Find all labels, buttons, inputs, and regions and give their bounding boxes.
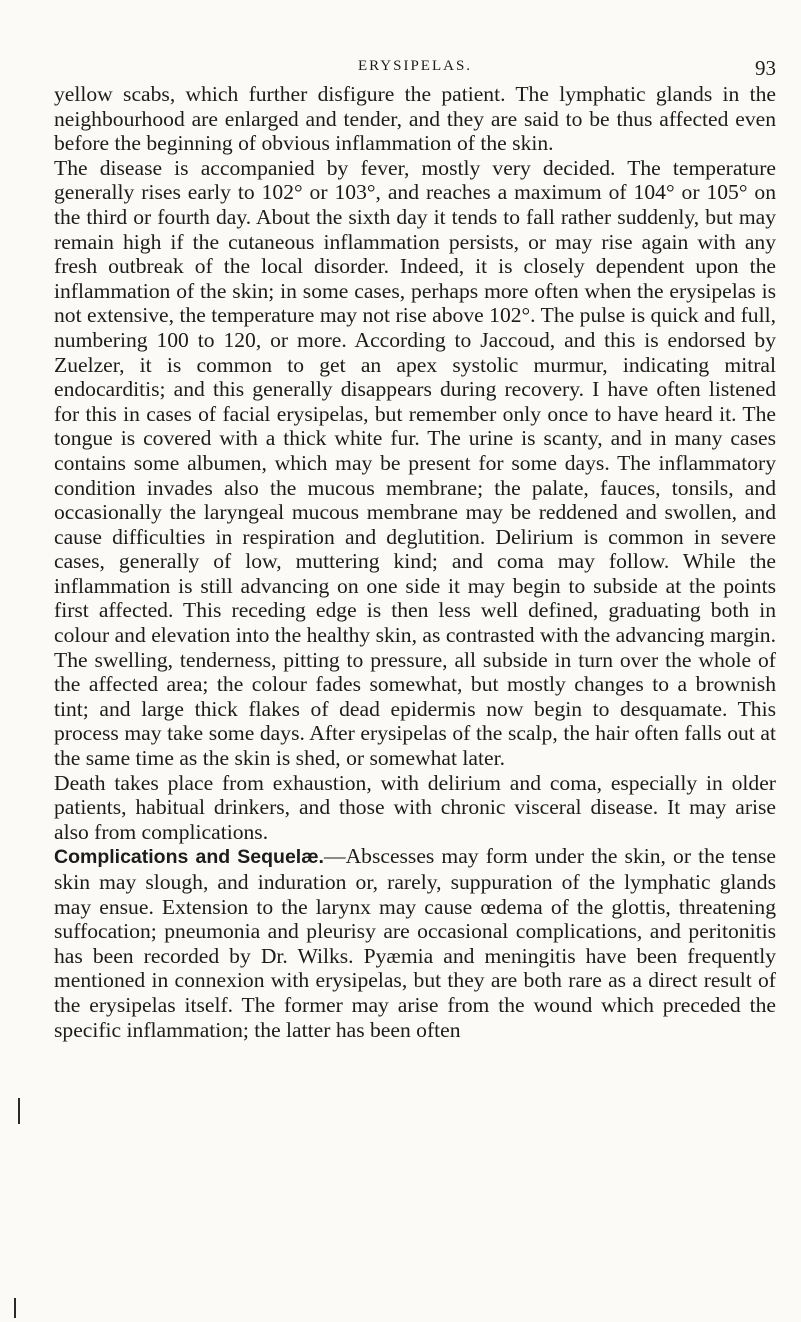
complications-text: —Abscesses may form under the skin, or the tense skin may slough, and induration or, rarely, suppuration of the lymphatic glands may ensue. Extension to the larynx may cause œdema of the glottis, threatening suffocation; pneumonia and pleurisy are occasional complications, and peritonitis has been recorded by Dr. Wilks. Pyæmia and meningitis have been frequently mentioned in connexion with erysipelas, but they are both rare as a direct result of the erysipelas itself. The former may arise from the wound which preceded the specific inflammation; the latter has been often [54,844,777,1042]
complications-heading: Complications and Sequelæ. [54,846,324,869]
margin-mark [14,1298,16,1318]
margin-mark [18,1098,20,1124]
page-number: 93 [755,56,776,80]
paragraph-fever: The disease is accompanied by fever, mostly very decided. The temperature generally rises early to 102° or 103°, and reaches a maximum of 104° or 105° on the third or fourth day. About the sixth day it tends to fall rather suddenly, but may remain high if the cutaneous inflammation persists, or may rise again with any fresh outbreak of the local disorder. Indeed, it is closely dependent upon the inflammation of the skin; in some cases, perhaps more often when the erysipelas is not extensive, the temperature may not rise above 102°. The pulse is quick and full, numbering 100 to 120, or more. According to Jaccoud, and this is endorsed by Zuelzer, it is common to get an apex systolic murmur, indicating mitral endocarditis; and this generally disappears during recovery. I have often listened for this in cases of facial erysipelas, but remember only once to have heard it. The tongue is covered with a thick white fur. The urine is scanty, and in many cases contains some albumen, which may be present for some days. The inflammatory condition invades also the mucous membrane; the palate, fauces, tonsils, and occasionally the laryngeal mucous membrane may be reddened and swollen, and cause difficulties in respiration and deglutition. Delirium is common in severe cases, generally of low, muttering kind; and coma may follow. While the inflammation is still advancing on one side it may begin to subside at the points first affected. This receding edge is then less well defined, graduating both in colour and elevation into the healthy skin, as contrasted with the advancing margin. The swelling, tenderness, pitting to pressure, all subside in turn over the whole of the affected area; the colour fades somewhat, but mostly changes to a brownish tint; and large thick flakes of dead epidermis now begin to desquamate. This process may take some days. After erysipelas of the scalp, the hair often falls out at the same time as the skin is shed, or somewhat later. [54,155,776,771]
paragraph-complications [54,844,776,1042]
paragraph-continuation: yellow scabs, which further disfigure the patient. The lymphatic glands in the neighbourhood are enlarged and tender, and they are said to be thus affected even before the beginning of obvious inflammation of the skin. [54,82,776,156]
paragraph-death: Death takes place from exhaustion, with delirium and coma, especially in older patients, habitual drinkers, and those with chronic visceral disease. It may arise also from complications. [54,770,776,844]
page-header [54,56,776,78]
running-title: ERYSIPELAS. [357,58,473,74]
body-text [54,82,776,1042]
